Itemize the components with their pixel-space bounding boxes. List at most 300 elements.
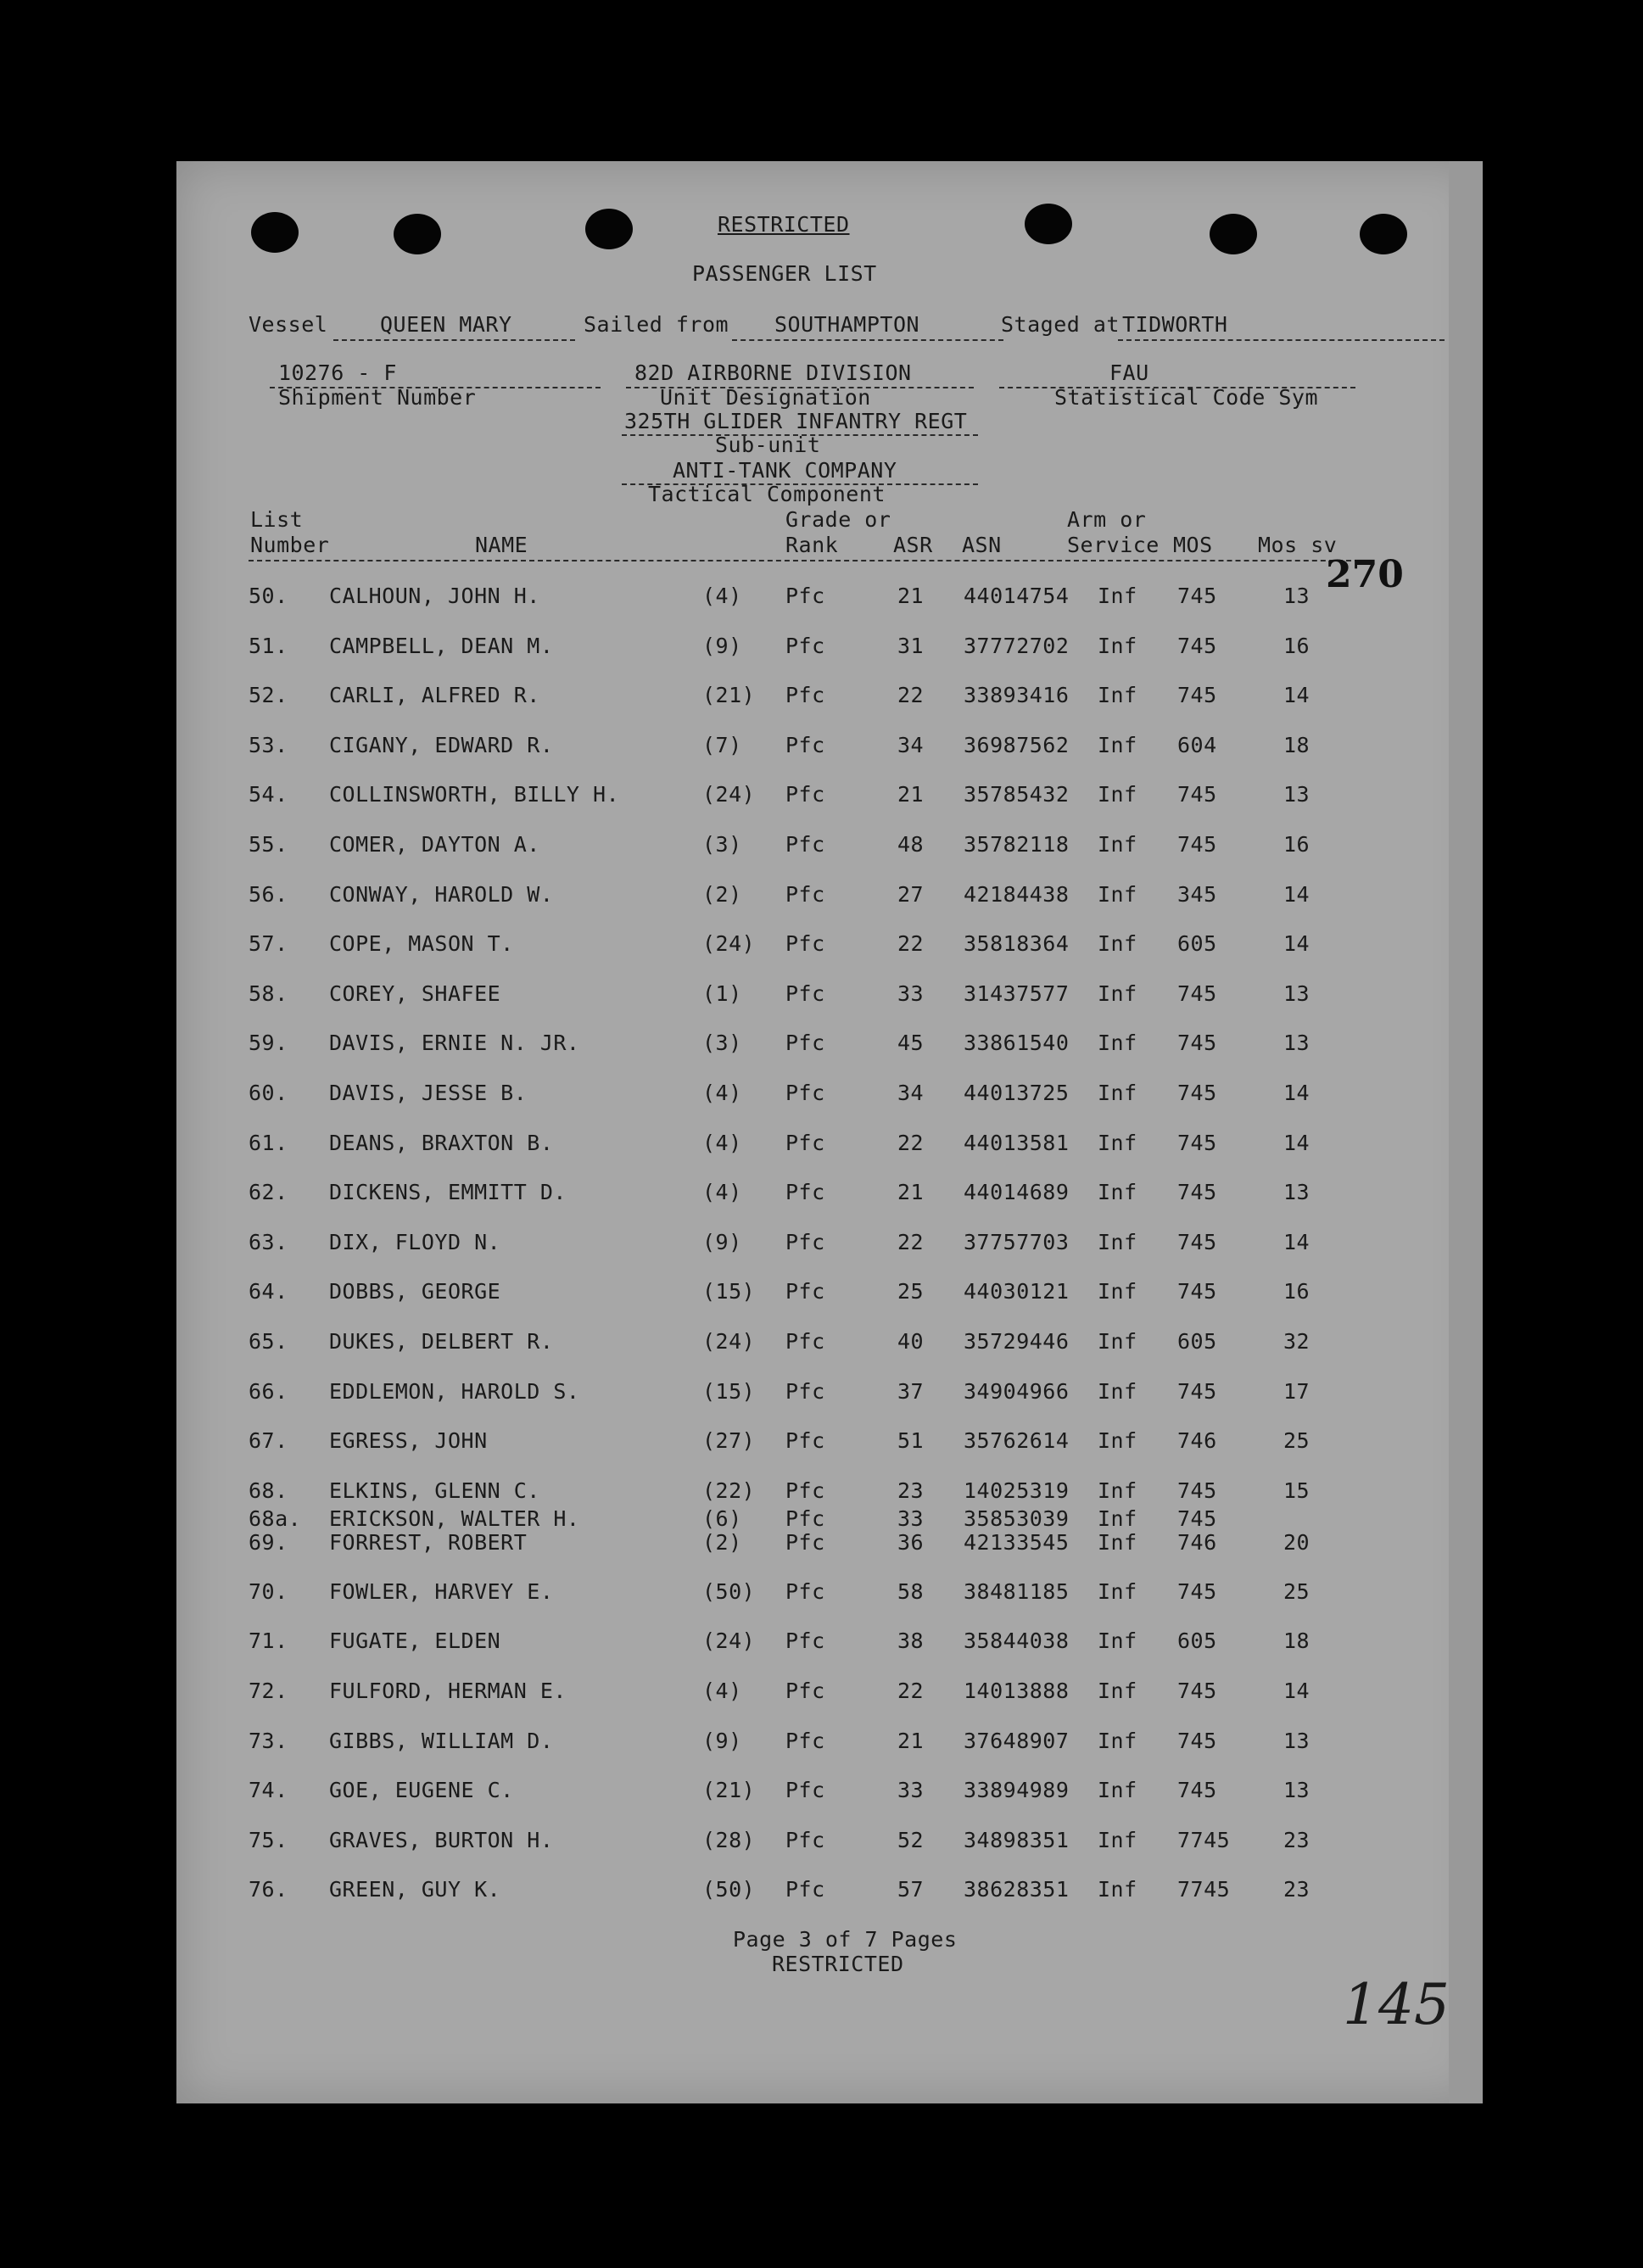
tactical-component: ANTI-TANK COMPANY [673,458,897,483]
cell-sub-code: (15) [702,1378,756,1404]
cell-asn: 42133545 [964,1529,1070,1555]
col-name: NAME [475,533,528,557]
cell-list-number: 57. [249,931,288,957]
cell-asr: 22 [897,1130,925,1155]
cell-grade: Pfc [785,1478,825,1503]
cell-sub-code: (4) [702,1679,742,1703]
cell-asr: 38 [897,1628,925,1654]
punch-hole [251,212,299,253]
cell-arm-service: Inf [1098,1578,1137,1604]
table-row [176,1729,1483,1762]
cell-passenger-name: DAVIS, ERNIE N. JR. [329,1031,580,1056]
cell-grade: Pfc [785,1229,825,1254]
cell-asr: 40 [897,1329,925,1354]
cell-mos-sv: 18 [1283,732,1310,757]
vessel-label: Vessel [249,312,328,337]
cell-asr: 33 [897,1778,925,1803]
cell-arm-service: Inf [1098,1180,1137,1205]
cell-asn: 31437577 [964,980,1070,1006]
shipment-number-label: Shipment Number [278,385,477,410]
cell-arm-service: Inf [1098,1130,1137,1155]
cell-list-number: 52. [249,683,288,708]
cell-arm-service: Inf [1098,1329,1137,1354]
cell-mos-sv: 23 [1283,1877,1310,1902]
cell-mos: 605 [1177,1628,1217,1654]
cell-mos: 7745 [1177,1877,1231,1902]
punch-hole [585,209,633,249]
table-row [176,1530,1483,1564]
cell-list-number: 55. [249,832,288,857]
col-grade-2: Rank [785,533,839,557]
cell-mos: 745 [1177,1081,1217,1105]
cell-passenger-name: GIBBS, WILLIAM D. [329,1728,554,1753]
cell-arm-service: Inf [1098,1081,1137,1105]
cell-sub-code: (6) [702,1505,742,1531]
cell-arm-service: Inf [1098,782,1137,807]
cell-asr: 22 [897,1679,925,1703]
cell-list-number: 56. [249,881,288,907]
cell-arm-service: Inf [1098,1279,1137,1304]
cell-asn: 38481185 [964,1578,1070,1604]
underline [333,339,575,341]
cell-list-number: 67. [249,1428,288,1454]
cell-list-number: 62. [249,1180,288,1205]
cell-passenger-name: ELKINS, GLENN C. [329,1478,540,1503]
cell-asr: 34 [897,732,925,757]
cell-asn: 44014754 [964,584,1070,608]
cell-sub-code: (4) [702,1130,742,1155]
staged-at-value: TIDWORTH [1122,312,1228,337]
table-row [176,981,1483,1015]
cell-list-number: 69. [249,1529,288,1555]
tactical-component-label: Tactical Component [648,482,886,506]
cell-grade: Pfc [785,1279,825,1304]
cell-passenger-name: COREY, SHAFEE [329,980,501,1006]
cell-arm-service: Inf [1098,1877,1137,1902]
cell-asn: 42184438 [964,881,1070,907]
cell-grade: Pfc [785,881,825,907]
cell-asn: 35729446 [964,1329,1070,1354]
cell-sub-code: (4) [702,1180,742,1205]
cell-list-number: 73. [249,1728,288,1753]
cell-mos-sv: 16 [1283,832,1310,857]
cell-asr: 48 [897,832,925,857]
cell-mos: 745 [1177,1679,1217,1703]
col-mos-sv: Mos sv [1258,533,1338,557]
cell-grade: Pfc [785,1031,825,1056]
cell-list-number: 60. [249,1081,288,1105]
cell-passenger-name: DIX, FLOYD N. [329,1229,501,1254]
classification-footer: RESTRICTED [772,1952,904,1976]
cell-asn: 35785432 [964,782,1070,807]
cell-grade: Pfc [785,1778,825,1803]
sailed-from-label: Sailed from [584,312,729,337]
cell-mos: 745 [1177,1130,1217,1155]
cell-arm-service: Inf [1098,633,1137,658]
cell-mos-sv: 13 [1283,1728,1310,1753]
cell-list-number: 71. [249,1628,288,1654]
cell-grade: Pfc [785,732,825,757]
page-indicator: Page 3 of 7 Pages [733,1927,958,1952]
cell-arm-service: Inf [1098,1679,1137,1703]
cell-arm-service: Inf [1098,1031,1137,1056]
table-row [176,1180,1483,1214]
cell-asn: 37772702 [964,633,1070,658]
cell-mos-sv: 14 [1283,1679,1310,1703]
cell-grade: Pfc [785,931,825,957]
cell-sub-code: (21) [702,1778,756,1803]
cell-asr: 36 [897,1529,925,1555]
cell-sub-code: (22) [702,1478,756,1503]
cell-passenger-name: GREEN, GUY K. [329,1877,501,1902]
cell-mos: 746 [1177,1428,1217,1454]
cell-passenger-name: COPE, MASON T. [329,931,514,957]
cell-asn: 33894989 [964,1778,1070,1803]
table-row [176,1877,1483,1911]
cell-sub-code: (21) [702,683,756,708]
cell-mos: 745 [1177,1478,1217,1503]
cell-passenger-name: CIGANY, EDWARD R. [329,732,554,757]
cell-mos-sv: 23 [1283,1827,1310,1852]
table-row [176,1081,1483,1114]
cell-asn: 34904966 [964,1378,1070,1404]
cell-passenger-name: EDDLEMON, HAROLD S. [329,1378,580,1404]
cell-asr: 21 [897,782,925,807]
cell-arm-service: Inf [1098,1505,1137,1531]
punch-hole [394,214,441,254]
cell-sub-code: (24) [702,782,756,807]
cell-mos-sv: 32 [1283,1329,1310,1354]
table-row [176,882,1483,916]
table-row [176,634,1483,668]
cell-asn: 44030121 [964,1279,1070,1304]
cell-grade: Pfc [785,1081,825,1105]
cell-asr: 27 [897,881,925,907]
cell-sub-code: (27) [702,1428,756,1454]
underline [732,339,1003,341]
cell-asn: 35782118 [964,832,1070,857]
punch-hole [1360,214,1407,254]
cell-mos-sv: 14 [1283,1081,1310,1105]
cell-mos-sv: 14 [1283,881,1310,907]
cell-sub-code: (9) [702,1229,742,1254]
cell-grade: Pfc [785,980,825,1006]
cell-asr: 45 [897,1031,925,1056]
cell-grade: Pfc [785,1428,825,1454]
cell-grade: Pfc [785,683,825,708]
cell-mos: 745 [1177,1505,1217,1531]
cell-grade: Pfc [785,1728,825,1753]
cell-sub-code: (15) [702,1279,756,1304]
cell-sub-code: (1) [702,980,742,1006]
cell-arm-service: Inf [1098,732,1137,757]
cell-grade: Pfc [785,1130,825,1155]
cell-mos: 605 [1177,931,1217,957]
cell-sub-code: (4) [702,1081,742,1105]
cell-mos-sv: 14 [1283,683,1310,708]
cell-asr: 34 [897,1081,925,1105]
cell-arm-service: Inf [1098,1529,1137,1555]
cell-list-number: 61. [249,1130,288,1155]
cell-grade: Pfc [785,1877,825,1902]
cell-arm-service: Inf [1098,683,1137,708]
table-row [176,733,1483,767]
cell-asn: 34898351 [964,1827,1070,1852]
cell-asn: 38628351 [964,1877,1070,1902]
cell-mos-sv: 13 [1283,1180,1310,1205]
cell-list-number: 66. [249,1378,288,1404]
cell-grade: Pfc [785,584,825,608]
cell-mos: 745 [1177,1578,1217,1604]
table-row [176,584,1483,617]
col-list-number-2: Number [250,533,330,557]
cell-passenger-name: FUGATE, ELDEN [329,1628,501,1654]
cell-arm-service: Inf [1098,832,1137,857]
cell-asr: 21 [897,1180,925,1205]
cell-asr: 21 [897,584,925,608]
cell-asr: 31 [897,633,925,658]
cell-mos-sv: 13 [1283,980,1310,1006]
cell-asn: 33893416 [964,683,1070,708]
table-row [176,1628,1483,1662]
table-row [176,1279,1483,1313]
cell-mos-sv: 15 [1283,1478,1310,1503]
table-row [176,931,1483,965]
table-row [176,1031,1483,1064]
cell-mos-sv: 16 [1283,1279,1310,1304]
punch-hole [1025,204,1072,244]
cell-sub-code: (24) [702,1628,756,1654]
cell-asn: 44013725 [964,1081,1070,1105]
cell-grade: Pfc [785,1529,825,1555]
cell-mos-sv: 18 [1283,1628,1310,1654]
cell-asn: 44013581 [964,1130,1070,1155]
shipment-number: 10276 - F [278,360,397,385]
table-row [176,1679,1483,1712]
cell-arm-service: Inf [1098,584,1137,608]
col-asn: ASN [962,533,1002,557]
cell-asr: 33 [897,1505,925,1531]
cell-asr: 22 [897,683,925,708]
handwritten-number: 270 [1326,553,1404,596]
cell-passenger-name: CARLI, ALFRED R. [329,683,540,708]
cell-asr: 25 [897,1279,925,1304]
cell-sub-code: (2) [702,1529,742,1555]
cell-mos: 745 [1177,1279,1217,1304]
cell-grade: Pfc [785,633,825,658]
col-arm-2: Service [1067,533,1160,557]
cell-passenger-name: DEANS, BRAXTON B. [329,1130,554,1155]
cell-mos: 746 [1177,1529,1217,1555]
col-asr: ASR [893,533,933,557]
cell-list-number: 54. [249,782,288,807]
classification-header: RESTRICTED [718,212,850,237]
cell-asn: 37648907 [964,1728,1070,1753]
cell-passenger-name: COLLINSWORTH, BILLY H. [329,782,620,807]
cell-asr: 52 [897,1827,925,1852]
cell-passenger-name: GRAVES, BURTON H. [329,1827,554,1852]
table-row [176,1428,1483,1462]
cell-passenger-name: DICKENS, EMMITT D. [329,1180,567,1205]
cell-asr: 22 [897,1229,925,1254]
cell-mos-sv: 20 [1283,1529,1310,1555]
table-row [176,1579,1483,1613]
cell-asr: 37 [897,1378,925,1404]
cell-passenger-name: DAVIS, JESSE B. [329,1081,528,1105]
cell-mos: 745 [1177,1229,1217,1254]
cell-arm-service: Inf [1098,1478,1137,1503]
cell-asr: 23 [897,1478,925,1503]
cell-mos-sv: 14 [1283,931,1310,957]
cell-sub-code: (24) [702,1329,756,1354]
cell-asr: 57 [897,1877,925,1902]
cell-asr: 51 [897,1428,925,1454]
sub-unit: 325TH GLIDER INFANTRY REGT [624,409,968,433]
cell-arm-service: Inf [1098,1229,1137,1254]
cell-list-number: 72. [249,1679,288,1703]
cell-sub-code: (9) [702,633,742,658]
table-row [176,1230,1483,1264]
cell-list-number: 68. [249,1478,288,1503]
cell-grade: Pfc [785,1628,825,1654]
cell-asr: 22 [897,931,925,957]
cell-list-number: 63. [249,1229,288,1254]
table-row [176,1131,1483,1165]
cell-mos-sv: 16 [1283,633,1310,658]
cell-arm-service: Inf [1098,931,1137,957]
cell-list-number: 50. [249,584,288,608]
cell-sub-code: (50) [702,1578,756,1604]
cell-list-number: 68a. [249,1505,302,1531]
cell-arm-service: Inf [1098,980,1137,1006]
cell-asr: 33 [897,980,925,1006]
cell-passenger-name: FORREST, ROBERT [329,1529,528,1555]
underline [1118,339,1445,341]
cell-grade: Pfc [785,1378,825,1404]
cell-arm-service: Inf [1098,881,1137,907]
cell-asn: 33861540 [964,1031,1070,1056]
cell-list-number: 74. [249,1778,288,1803]
cell-sub-code: (3) [702,1031,742,1056]
header-rule [249,560,1368,561]
cell-passenger-name: FOWLER, HARVEY E. [329,1578,554,1604]
cell-mos: 745 [1177,584,1217,608]
cell-mos-sv: 14 [1283,1130,1310,1155]
cell-mos: 745 [1177,1180,1217,1205]
cell-mos-sv: 25 [1283,1578,1310,1604]
cell-sub-code: (28) [702,1827,756,1852]
cell-mos: 745 [1177,1031,1217,1056]
table-row [176,1778,1483,1812]
table-row [176,1828,1483,1862]
cell-grade: Pfc [785,782,825,807]
cell-mos: 745 [1177,782,1217,807]
cell-list-number: 70. [249,1578,288,1604]
statistical-code: FAU [1109,360,1149,385]
cell-mos-sv: 13 [1283,782,1310,807]
cell-mos-sv: 14 [1283,1229,1310,1254]
cell-asn: 14013888 [964,1679,1070,1703]
cell-asr: 58 [897,1578,925,1604]
cell-list-number: 76. [249,1877,288,1902]
cell-list-number: 53. [249,732,288,757]
cell-mos: 745 [1177,633,1217,658]
cell-passenger-name: FULFORD, HERMAN E. [329,1679,567,1703]
cell-passenger-name: EGRESS, JOHN [329,1428,488,1454]
col-mos: MOS [1173,533,1213,557]
document-page [176,161,1483,2103]
cell-list-number: 51. [249,633,288,658]
cell-asn: 35762614 [964,1428,1070,1454]
cell-asn: 44014689 [964,1180,1070,1205]
cell-asn: 36987562 [964,732,1070,757]
cell-arm-service: Inf [1098,1778,1137,1803]
cell-grade: Pfc [785,832,825,857]
cell-sub-code: (24) [702,931,756,957]
cell-mos: 345 [1177,881,1217,907]
cell-passenger-name: COMER, DAYTON A. [329,832,540,857]
cell-list-number: 75. [249,1827,288,1852]
table-row [176,832,1483,866]
cell-passenger-name: DOBBS, GEORGE [329,1279,501,1304]
handwritten-page-number: 145 [1343,1972,1450,2037]
cell-arm-service: Inf [1098,1378,1137,1404]
cell-mos: 745 [1177,832,1217,857]
cell-mos: 745 [1177,683,1217,708]
cell-passenger-name: ERICKSON, WALTER H. [329,1505,580,1531]
cell-grade: Pfc [785,1578,825,1604]
cell-asn: 35818364 [964,931,1070,957]
cell-passenger-name: DUKES, DELBERT R. [329,1329,554,1354]
col-arm-1: Arm or [1067,507,1147,532]
cell-arm-service: Inf [1098,1728,1137,1753]
cell-sub-code: (50) [702,1877,756,1902]
table-row [176,1329,1483,1363]
cell-asn: 35844038 [964,1628,1070,1654]
cell-passenger-name: CONWAY, HAROLD W. [329,881,554,907]
cell-mos: 604 [1177,732,1217,757]
table-row [176,782,1483,816]
cell-grade: Pfc [785,1679,825,1703]
cell-mos: 605 [1177,1329,1217,1354]
cell-arm-service: Inf [1098,1428,1137,1454]
cell-mos-sv: 13 [1283,584,1310,608]
vessel-value: QUEEN MARY [380,312,512,337]
cell-sub-code: (7) [702,732,742,757]
cell-list-number: 59. [249,1031,288,1056]
cell-asr: 21 [897,1728,925,1753]
cell-passenger-name: CAMPBELL, DEAN M. [329,633,554,658]
cell-grade: Pfc [785,1505,825,1531]
table-row [176,1379,1483,1413]
cell-grade: Pfc [785,1329,825,1354]
cell-list-number: 65. [249,1329,288,1354]
cell-arm-service: Inf [1098,1628,1137,1654]
cell-passenger-name: CALHOUN, JOHN H. [329,584,540,608]
table-row [176,683,1483,717]
staged-at-label: Staged at [1001,312,1120,337]
unit-designation: 82D AIRBORNE DIVISION [634,360,912,385]
document-title: PASSENGER LIST [692,261,877,286]
cell-grade: Pfc [785,1180,825,1205]
cell-mos: 7745 [1177,1827,1231,1852]
col-list-number-1: List [250,507,304,532]
cell-asn: 35853039 [964,1505,1070,1531]
cell-mos-sv: 13 [1283,1031,1310,1056]
cell-asn: 14025319 [964,1478,1070,1503]
cell-list-number: 64. [249,1279,288,1304]
cell-sub-code: (3) [702,832,742,857]
